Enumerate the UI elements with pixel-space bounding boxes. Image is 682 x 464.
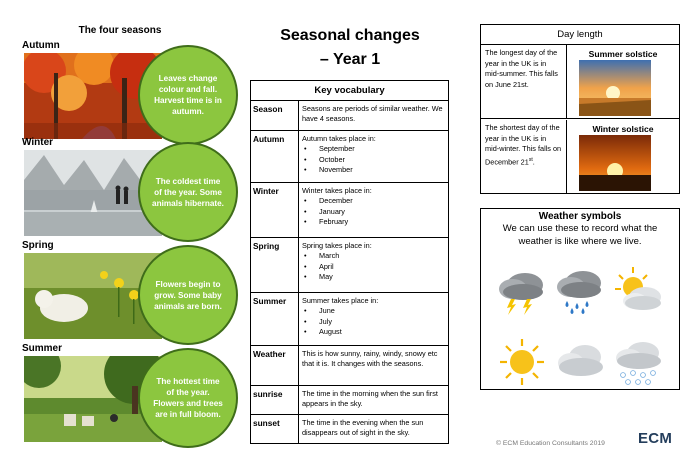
vocab-definition [299,415,449,444]
month-list [316,306,445,337]
weather-symbols-box [480,208,680,390]
month-item: • February [316,217,445,227]
vocab-definition-text: Summer takes place in: [302,296,379,305]
month-item: • September [316,144,445,154]
vocab-definition-text: Autumn takes place in: [302,134,376,143]
month-item: • December [316,196,445,206]
four-seasons-panel [22,22,240,442]
page-title-line2: – Year 1 [319,51,381,68]
sun-behind-cloud-icon [611,265,665,315]
season-label: Spring [22,240,54,251]
winter-solstice-text-end: . [532,157,535,167]
vocab-term: sunset [251,415,299,444]
vocab-definition-text: Spring takes place in: [302,241,372,250]
month-item: • April [316,262,445,272]
vocab-definition [299,386,449,415]
vocab-term: Winter [251,183,299,238]
month-list [316,144,445,175]
season-label: Winter [22,137,54,148]
copyright-text: © ECM Education Consultants 2019 [496,440,605,447]
ecm-logo: ECM [638,430,673,447]
season-autumn [22,40,240,116]
vocab-definition [299,238,449,293]
vocab-definition [299,293,449,346]
season-winter [22,137,240,208]
vocab-term: Weather [251,346,299,386]
vocab-row [251,183,449,238]
month-item: • July [316,317,445,327]
season-label: Autumn [22,40,60,51]
vocab-definition-text: Seasons are periods of similar weather. We have 4 seasons. [302,104,443,124]
vocab-definition-text: Winter takes place in: [302,186,372,195]
cloud-icon [553,337,607,387]
month-list [316,251,445,282]
vocab-term: Autumn [251,131,299,183]
vocab-row [251,101,449,131]
vocab-definition-text: The time in the morning when the sun first appears in the sky. [302,389,438,409]
vocab-term: Season [251,101,299,131]
summer-solstice-image [579,60,651,116]
autumn-description: Leaves change colour and fall. Harvest time is in autumn. [138,45,238,145]
page-title-line1: Seasonal changes [280,27,420,44]
thunderstorm-icon [495,265,549,315]
four-seasons-heading: The four seasons [78,25,162,36]
summer-solstice-text: The longest day of the year in the UK is in mid-summer. This falls on June 21st. [481,45,567,119]
day-length-heading: Day length [481,25,679,45]
key-vocabulary-heading: Key vocabulary [251,81,449,101]
summer-description: The hottest time of the year. Flowers and trees are in full bloom. [138,348,238,448]
season-label: Summer [22,343,63,354]
winter-solstice-text-sup: st [528,156,533,163]
month-item: • May [316,272,445,282]
summer-solstice-title: Summer solstice [588,49,658,59]
winter-solstice-text [481,120,567,194]
page-title [256,24,444,72]
month-item: • November [316,165,445,175]
month-item: • June [316,306,445,316]
winter-solstice-row [481,120,679,194]
month-item: • October [316,155,445,165]
spring-description: Flowers begin to grow. Some baby animals are born. [138,245,238,345]
season-summer [22,343,240,419]
rain-icon [553,265,607,315]
vocab-row [251,346,449,386]
sun-icon [495,337,549,387]
vocab-definition [299,346,449,386]
vocab-definition [299,183,449,238]
month-list [316,196,445,227]
weather-symbols-description: We can use these to record what the weather is like where we live. [502,223,658,247]
key-vocabulary-table [250,80,449,444]
vocab-row [251,415,449,444]
snow-icon [611,337,665,387]
month-item: • January [316,207,445,217]
weather-symbols-heading: Weather symbols [538,211,622,222]
summer-solstice-row [481,45,679,119]
month-item: • August [316,327,445,337]
winter-solstice-image [579,135,651,191]
season-spring [22,240,240,311]
vocab-definition-text: The time in the evening when the sun disappears out of sight in the sky. [302,418,424,438]
vocab-row [251,293,449,346]
vocab-definition [299,131,449,183]
vocab-row [251,131,449,183]
day-length-box [480,24,680,194]
vocab-row [251,386,449,415]
vocab-definition [299,101,449,131]
vocab-term: sunrise [251,386,299,415]
vocab-term: Summer [251,293,299,346]
vocab-definition-text: This is how sunny, rainy, windy, snowy etc that it is. It changes with the seasons. [302,349,438,369]
month-item: • March [316,251,445,261]
vocab-term: Spring [251,238,299,293]
winter-solstice-title: Winter solstice [592,124,654,134]
winter-description: The coldest time of the year. Some animals hibernate. [138,142,238,242]
winter-solstice-text-main: The shortest day of the year in the UK is in mid-winter. This falls on December 21 [485,123,562,167]
vocab-row [251,238,449,293]
